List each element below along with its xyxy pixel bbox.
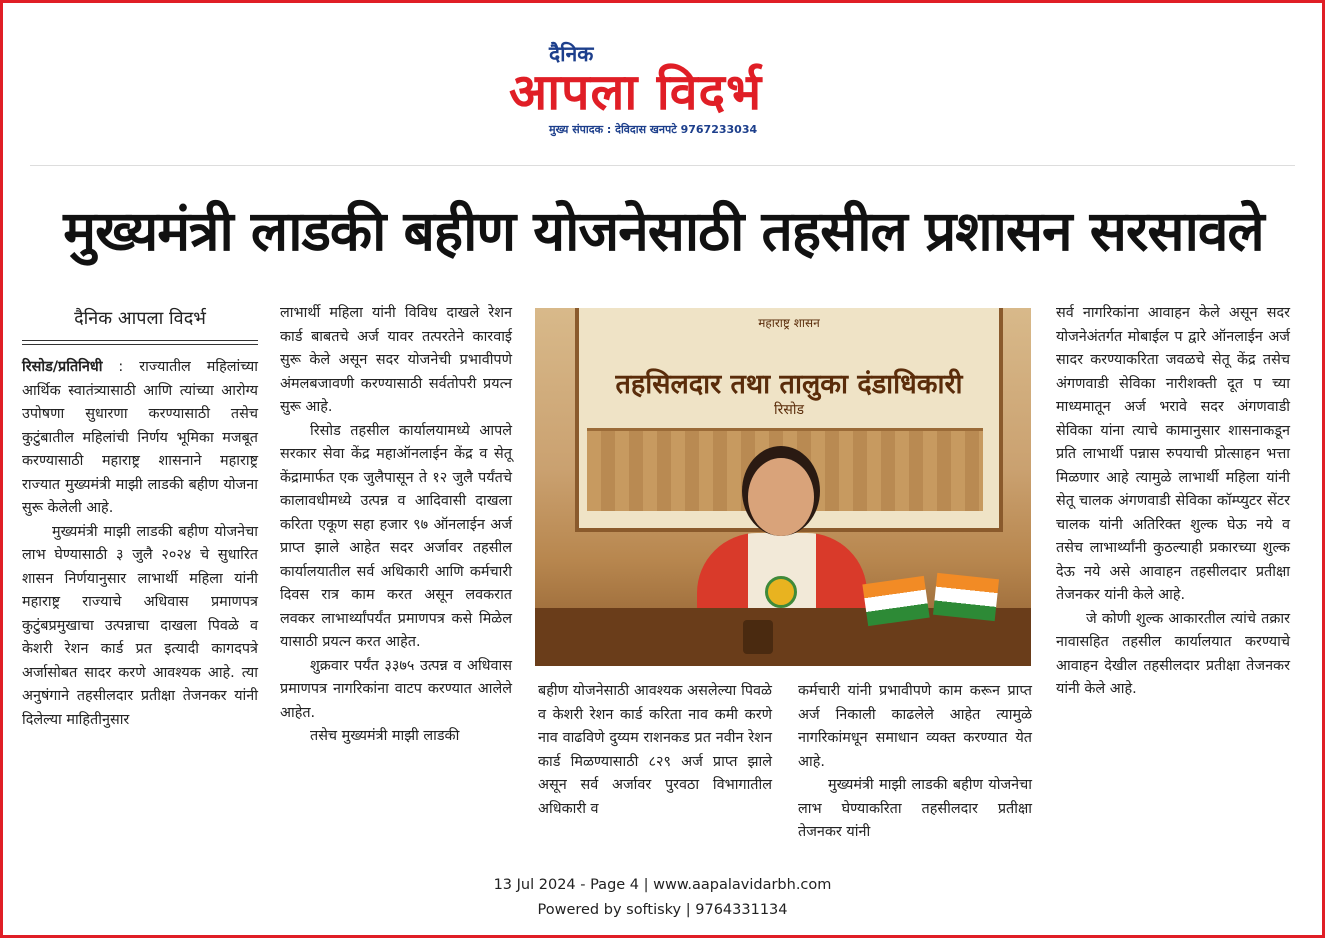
paragraph: [22, 356, 258, 521]
paragraph: मुख्यमंत्री माझी लाडकी बहीण योजनेचा लाभ घेण्यासाठी ३ जुलै २०२४ चे सुधारित शासन निर्णयानुसार लाभार्थी महिला यांनी महाराष्ट्र राज्याचे अधिवास प्रमाणपत्र कुटुंबप्रमुखाचा उत्पन्नाचा दाखला पिवळे व केशरी रेशन कार्ड प्रत इत्यादी कागदपत्रे अर्जासोबत सादर करणे आवश्यक आहे. त्या अनुषंगाने तहसीलदार प्रतीक्षा तेजनकर यांनी दिलेल्या माहितीनुसार: [22, 523, 258, 728]
paragraph: जे कोणी शुल्क आकारतील त्यांचे तक्रार नावासहित तहसील कार्यालयात करण्याचे आवाहन देखील तहसीलदार प्रतीक्षा तेजनकर यांनी केले आहे.: [1056, 610, 1290, 697]
article-byline: दैनिक आपला विदर्भ: [74, 308, 206, 329]
article-column-1: [22, 356, 258, 732]
paragraph: तसेच मुख्यमंत्री माझी लाडकी: [310, 728, 460, 744]
nameplate-place: रिसोड: [774, 402, 804, 418]
official-portrait: [748, 458, 814, 536]
article-headline: मुख्यमंत्री लाडकी बहीण योजनेसाठी तहसील प्रशासन सरसावले: [63, 199, 1264, 263]
byline-divider: [22, 340, 258, 345]
nameplate-government: महाराष्ट्र शासन: [758, 316, 820, 330]
paragraph: बहीण योजनेसाठी आवश्यक असलेल्या पिवळे व केशरी रेशन कार्ड करिता नाव कमी करणे नाव वाढविणे दुय्यम राशनकड प्रत नवीन रेशन कार्ड मिळण्यासाठी ८२९ अर्ज प्राप्त झाले असून सर्व अर्जावर पुरवठा विभागातील अधिकारी व: [538, 683, 772, 817]
masthead-prefix: दैनिक: [549, 42, 594, 66]
dateline: रिसोड/प्रतिनिधी: [22, 359, 103, 375]
masthead-title: आपला विदर्भ: [509, 63, 763, 121]
paragraph: शुक्रवार पर्यंत ३३७५ उत्पन्न व अधिवास प्रमाणपत्र नागरिकांना वाटप करण्यात आलेले आहेत.: [280, 657, 512, 721]
paragraph: लाभार्थी महिला यांनी विविध दाखले रेशन कार्ड बाबतचे अर्ज यावर तत्परतेने कारवाई सुरू केले असून सदर योजनेची प्रभावीपणे अंमलबजावणी करण्यासाठी सर्वतोपरी प्रयत्न सुरू आहे.: [280, 305, 512, 415]
footer-powered-by: Powered by softisky | 9764331134: [537, 902, 788, 918]
article-photo: [535, 308, 1031, 666]
india-flag-icon: [933, 573, 999, 621]
masthead-divider: [30, 165, 1295, 166]
gavel-icon: [743, 620, 773, 654]
india-flag-icon: [862, 576, 929, 626]
footer-date-page: 13 Jul 2024 - Page 4 | www.aapalavidarbh.com: [493, 877, 832, 893]
nameplate-title: तहसिलदार तथा तालुका दंडाधिकारी: [615, 369, 963, 400]
article-column-4: [798, 680, 1032, 845]
article-column-3: [538, 680, 772, 821]
article-column-2: [280, 302, 512, 749]
paragraph: सर्व नागरिकांना आवाहन केले असून सदर योजनेअंतर्गत मोबाईल प द्वारे ऑनलाईन अर्ज सादर करण्याकरिता जवळचे सेतू केंद्र तसेच अंगणवाडी सेविका नारीशक्ती दूत प च्या माध्यमातून अर्ज भरावे सदर अंगणवाडी सेविका यांना त्याचे कामानुसार शासनाकडून प्रति लाभार्थी पन्नास रुपयाची प्रोत्साहन भत्ता मिळणार आहे त्यामुळे लाभार्थी महिला यांनी सेतू चालक अंगणवाडी सेविका कॉम्प्युटर सेंटर चालक यांनी अतिरिक्त शुल्क घेऊ नये व तसेच लाभार्थ्यांनी कुठल्याही प्रकारच्या शुल्क देऊ नये असे आवाहन तहसीलदार प्रतीक्षा तेजनकर यांनी केले आहे.: [1056, 305, 1290, 603]
masthead-editor: मुख्य संपादक : देविदास खनपटे 9767233034: [549, 123, 758, 136]
paragraph-text: : राज्यातील महिलांच्या आर्थिक स्वातंत्र्यासाठी आणि त्यांच्या आरोग्य उपोषणा सुधारणा करण्यासाठी तसेच कुटुंबातील महिलांची निर्णय भूमिका मजबूत करण्यासाठी महाराष्ट्र शासनाने महाराष्ट्र राज्यात मुख्यमंत्री माझी लाडकी बहीण योजना सुरू केलेली आहे.: [22, 359, 258, 516]
paragraph: कर्मचारी यांनी प्रभावीपणे काम करून प्राप्त अर्ज निकाली काढलेले आहेत त्यामुळे नागरिकांमधून समाधान व्यक्त करण्यात येत आहे.: [798, 683, 1032, 770]
badge-icon: [765, 576, 797, 608]
article-column-5: [1056, 302, 1290, 702]
paragraph: रिसोड तहसील कार्यालयामध्ये आपले सरकार सेवा केंद्र महाऑनलाईन केंद्र व सेतू केंद्रामार्फत एक जुलैपासून ते १२ जुलै पर्यंतचे कालावधीमध्ये उत्पन्न व आदिवासी दाखला करिता एकूण सहा हजार ९७ ऑनलाईन अर्ज प्राप्त झाले आहेत सदर अर्जावर तहसील कार्यालयातील सर्व अधिकारी आणि कर्मचारी दिवस रात्र काम करत असून लवकरात लवकर लाभार्थ्यांपर्यंत प्रमाणपत्र कसे मिळेल यासाठी प्रयत्न करत आहेत.: [280, 422, 512, 650]
paragraph: मुख्यमंत्री माझी लाडकी बहीण योजनेचा लाभ घेण्याकरिता तहसीलदार प्रतीक्षा तेजनकर यांनी: [798, 777, 1032, 840]
